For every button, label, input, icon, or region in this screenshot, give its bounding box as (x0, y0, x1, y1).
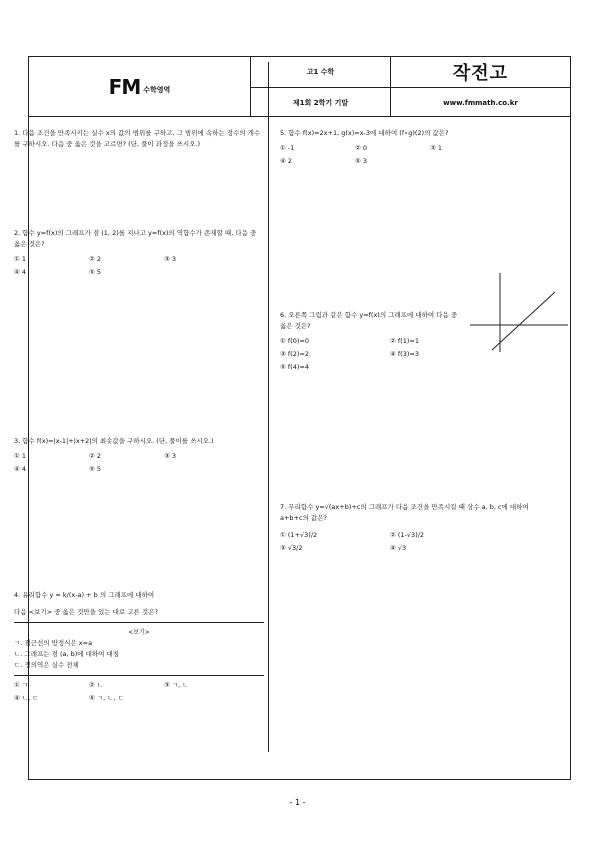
question-3 (14, 436, 264, 475)
question-2-choices (14, 254, 264, 278)
choice[interactable]: ⑤ 5 (89, 465, 102, 473)
choice[interactable]: ③ √3/2 (280, 544, 303, 552)
question-4-subtext: 다음 <보기> 중 옳은 것만을 있는 대로 고른 것은? (14, 608, 158, 616)
choice[interactable]: ③ f(2)=2 (280, 350, 309, 358)
question-4-text: 4. 유리함수 y = k/(x-a) + b 의 그래프에 대하여 (14, 591, 155, 599)
choice[interactable]: ④ f(3)=3 (390, 350, 419, 358)
website: www.fmmath.co.kr (443, 98, 518, 107)
choice[interactable]: ③ ㄱ, ㄴ (164, 681, 189, 689)
choice[interactable]: ② 2 (89, 255, 102, 263)
choice[interactable]: ④ ㄴ, ㄷ (14, 694, 39, 702)
column-divider (268, 62, 269, 752)
choice[interactable]: ① f(0)=0 (280, 337, 309, 345)
question-6 (280, 310, 460, 373)
question-4-choices (14, 680, 264, 704)
choice[interactable]: ④ 4 (14, 268, 27, 276)
question-6-text: 6. 오른쪽 그림과 같은 함수 y=f(x)의 그래프에 대하여 다음 중 옳은 것은? (280, 311, 458, 330)
question-7 (280, 502, 535, 554)
box-item: ㄱ. 점근선의 방정식은 x=a (14, 639, 93, 647)
choice[interactable]: ① 1 (14, 255, 27, 263)
choice[interactable]: ① 1 (14, 452, 27, 460)
choice[interactable]: ② f(1)=1 (390, 337, 419, 345)
question-7-text: 7. 무리함수 y=√(ax+b)+c의 그래프가 다음 조건을 만족시킬 때 상수 a, b, c에 대하여 a+b+c의 값은? (280, 503, 529, 522)
exam-header (29, 57, 570, 117)
school-name: 작전고 (452, 63, 509, 84)
choice[interactable]: ④ √3 (390, 544, 407, 552)
page-number: - 1 - (289, 798, 306, 807)
function-graph (470, 270, 570, 355)
box-item: ㄴ. 그래프는 점 (a, b)에 대하여 대칭 (14, 650, 120, 658)
course-title: 고1 수학 (251, 57, 390, 88)
choice[interactable]: ⑤ 5 (89, 268, 102, 276)
choice[interactable]: ② (1-√3)/2 (390, 531, 425, 539)
question-3-text: 3. 함수 f(x)=|x-1|+|x+2|의 최솟값을 구하시오. (단, 풀이를 쓰시오.) (14, 437, 214, 445)
choice[interactable]: ③ 1 (430, 144, 443, 152)
choice[interactable]: ① -1 (280, 144, 295, 152)
choice[interactable]: ① (1+√3)/2 (280, 531, 318, 539)
question-3-choices (14, 451, 264, 475)
graph-line (492, 292, 555, 350)
choice[interactable]: ⑤ ㄱ, ㄴ, ㄷ (89, 694, 124, 702)
logo (29, 57, 251, 117)
question-1: 1. 다음 조건을 만족시키는 실수 x의 값의 범위를 구하고, 그 범위에 속하는 정수의 개수를 구하시오. 다음 중 옳은 것을 고르면? (단, 풀이 과정을 쓰시오.) (14, 129, 261, 148)
choice[interactable]: ② 0 (355, 144, 368, 152)
choice[interactable]: ② ㄴ (89, 681, 104, 689)
header-course (251, 57, 391, 117)
choice[interactable]: ③ 3 (164, 452, 177, 460)
question-2-text: 2. 함수 y=f(x)의 그래프가 점 (1, 2)를 지나고 y=f(x)의 역함수가 존재할 때, 다음 중 옳은 것은? (14, 229, 257, 248)
choice[interactable]: ④ 4 (14, 465, 27, 473)
choice[interactable]: ① ㄱ (14, 681, 29, 689)
exam-term: 제1회 2학기 기말 (292, 98, 349, 107)
logo-sub: 수학영역 (143, 86, 171, 94)
box-bottom-rule (14, 675, 264, 676)
question-4 (14, 590, 264, 704)
question-5-choices (280, 143, 535, 167)
choice[interactable]: ④ 2 (280, 157, 293, 165)
question-2 (14, 228, 264, 278)
question-5 (280, 128, 535, 167)
choice[interactable]: ② 2 (89, 452, 102, 460)
box-top-rule (14, 622, 264, 623)
box-title: <보기> (128, 629, 150, 636)
logo-main: FM (108, 75, 141, 99)
choice[interactable]: ⑤ 3 (355, 157, 368, 165)
question-6-choices (280, 336, 460, 373)
header-school (391, 57, 570, 117)
choice[interactable]: ③ 3 (164, 255, 177, 263)
question-7-choices (280, 530, 535, 554)
box-item: ㄷ. 정의역은 실수 전체 (14, 661, 79, 669)
question-5-text: 5. 함수 f(x)=2x+1, g(x)=x-3에 대하여 (f∘g)(2)의 값은? (280, 129, 449, 137)
choice[interactable]: ⑤ f(4)=4 (280, 363, 309, 371)
